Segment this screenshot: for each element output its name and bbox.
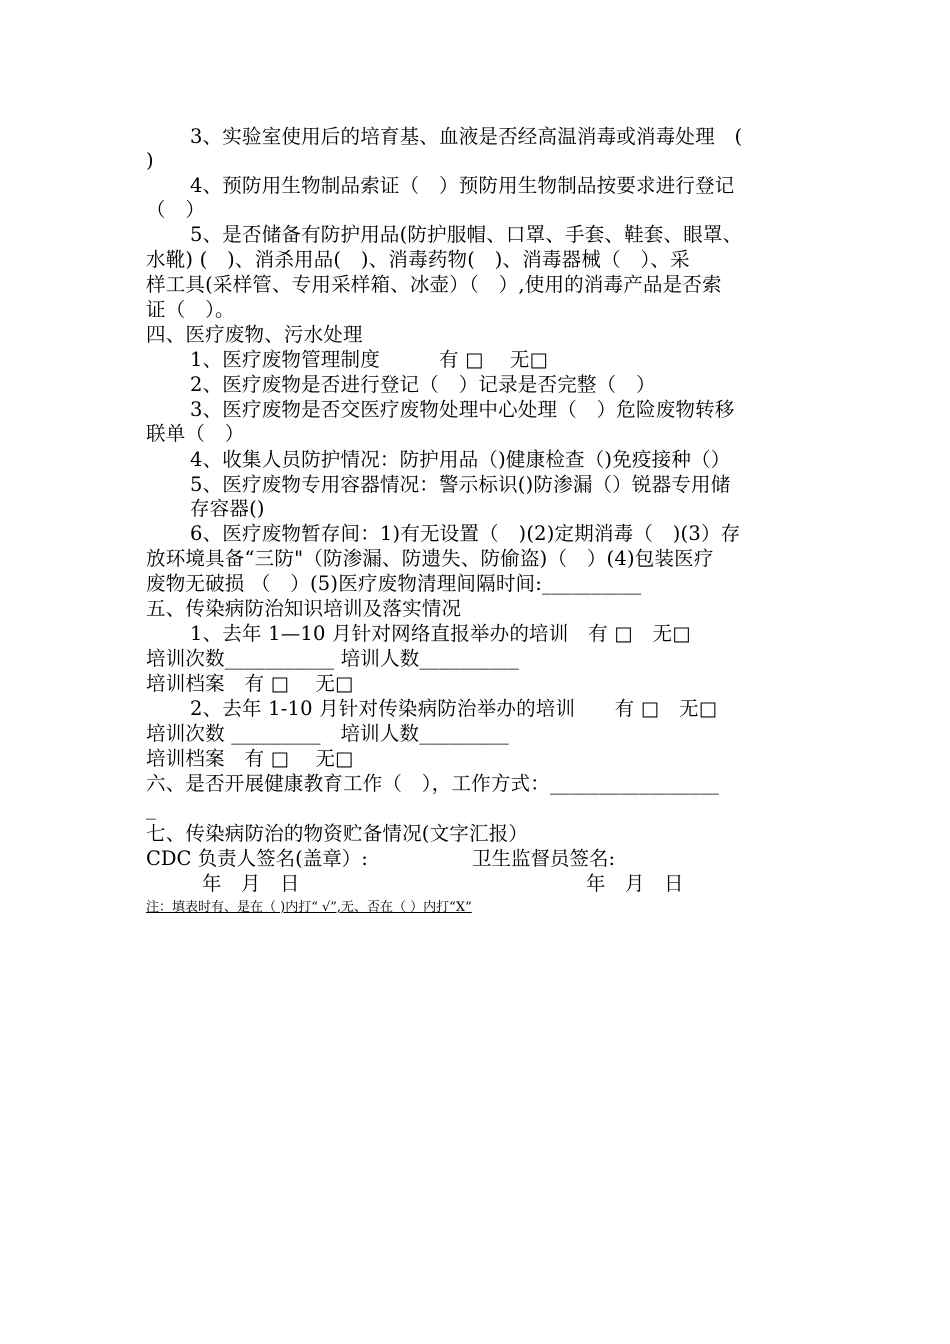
- cdc-signature-label: CDC 负责人签名(盖章）:: [146, 847, 368, 870]
- waste-item-3-continuation: 联单（ ）: [146, 422, 245, 445]
- item-5-line-4: 证（ ）。: [146, 298, 235, 321]
- item-4-biologics: 4、预防用生物制品索证（ ）预防用生物制品按要求进行登记: [190, 174, 735, 197]
- training-2-counts: 培训次数 _________ 培训人数_________: [146, 722, 509, 745]
- date-right: 年 月 日: [586, 872, 684, 895]
- training-1-archive: 培训档案 有 □ 无□: [146, 672, 354, 695]
- training-1-counts: 培训次数___________ 培训人数__________: [146, 647, 519, 670]
- training-2-archive: 培训档案 有 □ 无□: [146, 747, 354, 770]
- date-left: 年 月 日: [202, 872, 300, 895]
- section-7-heading: 七、传染病防治的物资贮备情况(文字汇报）: [146, 822, 529, 845]
- waste-item-1: 1、医疗废物管理制度 有 □ 无□: [190, 348, 549, 371]
- section-4-heading: 四、医疗废物、污水处理: [146, 323, 363, 346]
- section-6-heading: 六、是否开展健康教育工作（ ），工作方式：_________________: [146, 772, 720, 795]
- training-2: 2、去年 1-10 月针对传染病防治举办的培训 有 □ 无□: [190, 697, 718, 720]
- waste-item-6-line-2: 放环境具备“三防"（防渗漏、防遗失、防偷盗)（ ）(4)包装医疗: [146, 547, 714, 570]
- item-4-continuation: （ ）: [146, 198, 206, 221]
- item-5-protective-supplies: 5、是否储备有防护用品(防护服帽、口罩、手套、鞋套、眼罩、: [190, 223, 743, 246]
- training-1: 1、去年 1—10 月针对网络直报举办的培训 有 □ 无□: [190, 622, 691, 645]
- waste-item-6: 6、医疗废物暂存间：1)有无设置（ )(2)定期消毒（ )(3）存: [190, 522, 741, 545]
- inspector-signature-label: 卫生监督员签名:: [472, 847, 616, 870]
- item-3-continuation: ): [146, 149, 154, 172]
- section-5-heading: 五、传染病防治知识培训及落实情况: [146, 597, 462, 620]
- item-3-lab-disinfection: 3、实验室使用后的培育基、血液是否经高温消毒或消毒处理 (: [190, 125, 743, 148]
- footnote: 注：填表时有、是在（ )内打“ √”,无、否在（ ）内打“X”: [146, 900, 472, 915]
- item-5-line-3: 样工具(采样管、专用采样箱、冰壶）（ ）,使用的消毒产品是否索: [146, 273, 722, 296]
- waste-item-3: 3、医疗废物是否交医疗废物处理中心处理（ ）危险废物转移: [190, 398, 735, 421]
- waste-item-5: 5、医疗废物专用容器情况：警示标识()防渗漏（）锐器专用储: [190, 473, 731, 496]
- waste-item-4: 4、收集人员防护情况：防护用品（)健康检查（)免疫接种（）: [190, 448, 731, 471]
- waste-item-5-continuation: 存容器(): [190, 497, 265, 520]
- waste-item-2: 2、医疗废物是否进行登记（ ）记录是否完整（ ）: [190, 373, 656, 396]
- section-6-continuation: _: [146, 797, 156, 820]
- waste-item-6-line-3: 废物无破损 （ ）(5)医疗废物清理间隔时间:__________: [146, 572, 642, 595]
- item-5-line-2: 水靴) ( )、消杀用品( )、消毒药物( )、消毒器械（ ）、采: [146, 248, 690, 271]
